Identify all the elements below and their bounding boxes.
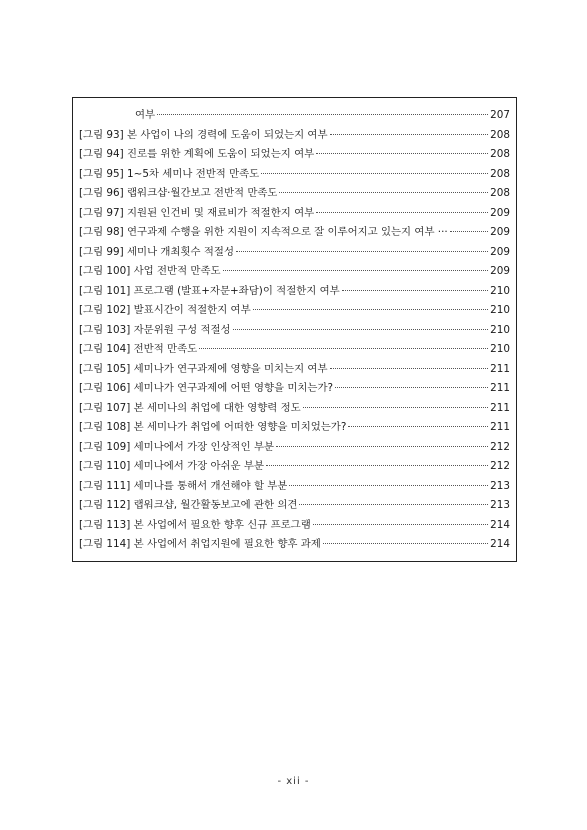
toc-leader-dots [342, 289, 488, 291]
toc-leader-dots [276, 445, 488, 447]
toc-leader-dots [266, 464, 488, 466]
toc-entry[interactable] [79, 496, 510, 516]
toc-entry-title: [그림 101] 프로그램 (발표+자문+좌담)이 적절한지 여부 [79, 284, 340, 297]
toc-entry-page: 211 [490, 382, 510, 394]
toc-entry-title: [그림 110] 세미나에서 가장 아쉬운 부분 [79, 460, 264, 472]
toc-entry[interactable] [79, 418, 510, 438]
toc-entry-page: 212 [490, 440, 510, 453]
toc-entry-page: 209 [490, 226, 510, 238]
toc-leader-dots [450, 230, 488, 232]
toc-entry-page: 208 [490, 128, 510, 141]
toc-entry-page: 211 [490, 401, 510, 414]
toc-entry[interactable] [79, 321, 510, 341]
toc-entry-title: [그림 98] 연구과제 수행을 위한 지원이 지속적으로 잘 이루어지고 있는지 여부 ··· [79, 226, 448, 238]
toc-entry-page: 210 [490, 343, 510, 355]
toc-entry-page: 209 [490, 265, 510, 277]
toc-entry[interactable] [79, 243, 510, 263]
toc-leader-dots [261, 172, 488, 174]
toc-entry[interactable] [79, 165, 510, 185]
toc-leader-dots [157, 113, 488, 115]
toc-entry[interactable] [79, 145, 510, 165]
toc-leader-dots [236, 250, 488, 252]
toc-entry-title: [그림 103] 자문위원 구성 적절성 [79, 323, 231, 336]
toc-entry[interactable] [79, 457, 510, 477]
table-of-figures-box [72, 97, 517, 562]
toc-entry-title: [그림 108] 본 세미나가 취업에 어떠한 영향을 미치었는가? [79, 421, 347, 433]
toc-leader-dots [199, 347, 488, 349]
toc-leader-dots [253, 308, 488, 310]
toc-entry[interactable] [79, 223, 510, 243]
toc-entry-page: 212 [490, 460, 510, 472]
toc-entry-title: [그림 114] 본 사업에서 취업지원에 필요한 향후 과제 [79, 538, 321, 550]
toc-leader-dots [323, 542, 488, 544]
toc-entry[interactable] [79, 204, 510, 224]
toc-entry-title: [그림 93] 본 사업이 나의 경력에 도움이 되었는지 여부 [79, 128, 328, 141]
toc-entry[interactable] [79, 126, 510, 146]
toc-leader-dots [313, 523, 488, 525]
toc-leader-dots [316, 152, 488, 154]
toc-leader-dots [316, 211, 488, 213]
toc-entry-title: [그림 112] 랩워크샵, 월간활동보고에 관한 의견 [79, 499, 298, 511]
toc-entry-page: 210 [490, 304, 510, 316]
toc-entry-title: [그림 99] 세미나 개최횟수 적절성 [79, 245, 234, 258]
toc-entry-title: [그림 111] 세미나를 통해서 개선해야 할 부분 [79, 479, 288, 492]
toc-entry-page: 208 [490, 187, 510, 199]
toc-entry-page: 209 [490, 245, 510, 258]
page-number: - xii - [277, 776, 310, 787]
toc-entry-page: 213 [490, 499, 510, 511]
toc-entry-title: [그림 105] 세미나가 연구과제에 영향을 미치는지 여부 [79, 362, 328, 375]
toc-entry-title: [그림 107] 본 세미나의 취업에 대한 영향력 정도 [79, 401, 301, 414]
toc-leader-dots [335, 386, 488, 388]
toc-entry[interactable] [79, 106, 510, 126]
toc-entry[interactable] [79, 262, 510, 282]
toc-entry[interactable] [79, 516, 510, 536]
toc-leader-dots [223, 269, 488, 271]
toc-entry-page: 208 [490, 148, 510, 160]
toc-leader-dots [289, 484, 488, 486]
toc-leader-dots [348, 425, 488, 427]
toc-entry-title: 여부 [135, 109, 156, 121]
toc-entry-title: [그림 104] 전반적 만족도 [79, 343, 198, 355]
toc-entry-title: [그림 100] 사업 전반적 만족도 [79, 265, 221, 277]
toc-leader-dots [299, 503, 488, 505]
toc-entry-page: 210 [490, 323, 510, 336]
toc-entry[interactable] [79, 301, 510, 321]
toc-entry-page: 211 [490, 421, 510, 433]
toc-entry[interactable] [79, 360, 510, 380]
toc-entry-page: 214 [490, 538, 510, 550]
toc-entry-title: [그림 96] 랩워크샵·월간보고 전반적 만족도 [79, 187, 278, 199]
toc-leader-dots [303, 406, 488, 408]
toc-leader-dots [330, 133, 489, 135]
toc-entry-title: [그림 95] 1~5차 세미나 전반적 만족도 [79, 167, 260, 180]
toc-entry[interactable] [79, 399, 510, 419]
toc-leader-dots [279, 191, 488, 193]
toc-entry-title: [그림 97] 지원된 인건비 및 재료비가 적절한지 여부 [79, 206, 315, 219]
toc-entry-page: 208 [490, 167, 510, 180]
toc-entry[interactable] [79, 438, 510, 458]
toc-entry-title: [그림 113] 본 사업에서 필요한 향후 신규 프로그램 [79, 518, 311, 531]
toc-leader-dots [330, 367, 488, 369]
toc-entry-page: 209 [490, 206, 510, 219]
table-of-figures-list [79, 106, 510, 555]
toc-entry-page: 211 [490, 362, 510, 375]
toc-entry-page: 210 [490, 284, 510, 297]
toc-entry[interactable] [79, 340, 510, 360]
toc-entry-title: [그림 106] 세미나가 연구과제에 어떤 영향을 미치는가? [79, 382, 334, 394]
toc-entry-title: [그림 102] 발표시간이 적절한지 여부 [79, 304, 251, 316]
toc-entry-page: 207 [490, 109, 510, 121]
toc-leader-dots [233, 328, 488, 330]
toc-entry[interactable] [79, 535, 510, 555]
toc-entry-page: 214 [490, 518, 510, 531]
toc-entry[interactable] [79, 282, 510, 302]
toc-entry[interactable] [79, 477, 510, 497]
toc-entry[interactable] [79, 379, 510, 399]
toc-entry-title: [그림 109] 세미나에서 가장 인상적인 부분 [79, 440, 275, 453]
toc-entry-title: [그림 94] 진로를 위한 계획에 도움이 되었는지 여부 [79, 148, 315, 160]
toc-entry-page: 213 [490, 479, 510, 492]
toc-entry[interactable] [79, 184, 510, 204]
